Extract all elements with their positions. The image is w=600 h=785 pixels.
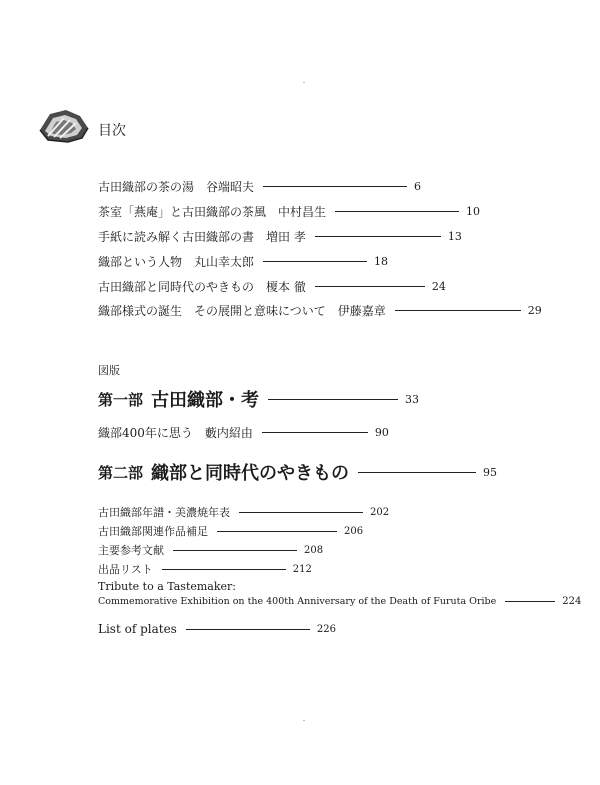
entry-author: 中村昌生: [278, 205, 327, 219]
leader-line: [217, 531, 337, 532]
entry-title: 古田織部の茶の湯: [98, 180, 195, 194]
leader-line: [263, 186, 407, 187]
entry-page: 224: [562, 596, 582, 607]
part-title: 織部と同時代のやきもの: [151, 463, 350, 484]
registration-mark: [303, 720, 305, 721]
leader-line: [335, 211, 459, 212]
toc-heading: 目次: [98, 123, 126, 139]
toc-entry-appendix-3[interactable]: [98, 542, 323, 558]
toc-entry-essay-6[interactable]: [98, 302, 542, 319]
entry-page: 29: [527, 304, 542, 317]
entry-title: 茶室「燕庵」と古田織部の茶風: [98, 205, 267, 219]
toc-entry-essay-1[interactable]: [98, 178, 421, 195]
toc-entry-appendix-2[interactable]: [98, 523, 363, 539]
entry-author: 榎本 徹: [266, 280, 306, 294]
leader-line: [268, 399, 398, 400]
leader-line: [173, 550, 297, 551]
entry-page: 95: [483, 465, 498, 479]
part-label: 第一部: [98, 390, 144, 409]
entry-title: 古田織部と同時代のやきもの: [98, 280, 255, 294]
entry-author: 谷端昭夫: [206, 180, 255, 194]
entry-author: 増田 孝: [266, 230, 306, 244]
entry-page: 13: [447, 230, 462, 243]
entry-author: 藪内紹由: [204, 426, 253, 440]
leader-line: [263, 261, 367, 262]
entry-author: 伊藤嘉章: [337, 304, 386, 318]
entry-page: 212: [292, 563, 312, 575]
leader-line: [358, 472, 476, 473]
entry-page: 24: [431, 280, 446, 293]
entry-title: 出品リスト: [98, 563, 153, 576]
entry-page: 90: [374, 426, 389, 439]
registration-mark: [303, 82, 305, 83]
english-title-line-2: Commemorative Exhibition on the 400th Anniversary of the Death of Furuta Oribe: [98, 596, 497, 607]
toc-entry-list-of-plates[interactable]: [98, 622, 336, 636]
entry-title: 古田織部年譜・美濃焼年表: [98, 506, 230, 519]
toc-entry-part-2[interactable]: [98, 459, 497, 485]
plates-heading: 図版: [98, 364, 120, 377]
entry-page: 18: [374, 255, 389, 268]
toc-entry-part-1-sub[interactable]: [98, 424, 389, 441]
toc-entry-essay-4[interactable]: [98, 253, 388, 270]
ceramic-fan-logo-icon: [36, 106, 92, 146]
entry-page: 208: [304, 544, 324, 556]
leader-line: [162, 569, 286, 570]
toc-entry-essay-3[interactable]: [98, 228, 462, 245]
part-label: 第二部: [98, 463, 144, 482]
toc-entry-essay-2[interactable]: [98, 203, 480, 220]
entry-page: 33: [405, 392, 420, 406]
toc-entry-appendix-4[interactable]: [98, 561, 312, 577]
leader-line: [239, 512, 363, 513]
leader-line: [395, 310, 521, 311]
toc-entry-essay-5[interactable]: [98, 278, 446, 295]
leader-line: [186, 629, 310, 630]
leader-line: [315, 236, 441, 237]
leader-line: [505, 601, 555, 602]
entry-author: 丸山幸太郎: [194, 255, 255, 269]
entry-title: 手紙に読み解く古田織部の書: [98, 230, 255, 244]
entry-title: 織部という人物: [98, 255, 183, 269]
leader-line: [262, 432, 368, 433]
toc-entry-appendix-1[interactable]: [98, 504, 389, 520]
entry-page: 6: [414, 180, 422, 193]
entry-page: 226: [316, 623, 336, 635]
toc-entry-english[interactable]: [98, 596, 581, 607]
entry-page: 10: [466, 205, 481, 218]
toc-entry-part-1[interactable]: [98, 386, 419, 412]
entry-title: 主要参考文献: [98, 544, 164, 557]
entry-title: 織部様式の誕生 その展開と意味について: [98, 304, 326, 318]
entry-page: 202: [370, 506, 390, 518]
entry-title: 織部400年に思う: [98, 426, 193, 440]
english-title-line-1: Tribute to a Tastemaker:: [98, 580, 237, 593]
leader-line: [315, 286, 425, 287]
entry-title: 古田織部関連作品補足: [98, 525, 208, 538]
part-title: 古田織部・考: [151, 390, 260, 411]
entry-page: 206: [344, 525, 364, 537]
entry-title: List of plates: [98, 622, 177, 636]
